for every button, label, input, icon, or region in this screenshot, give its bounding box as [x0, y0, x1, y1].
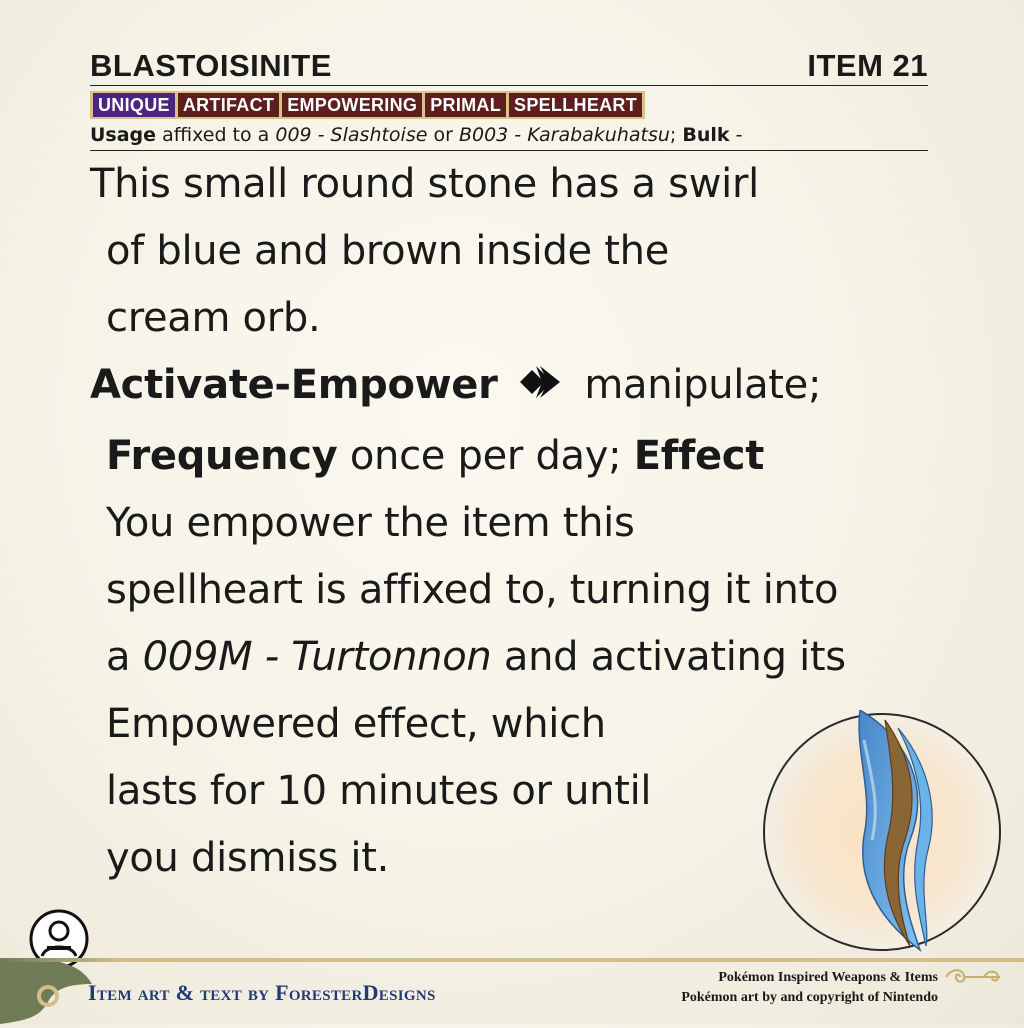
item-level: ITEM 21	[807, 48, 928, 83]
usage-target-2: B003 - Karabakuhatsu	[458, 124, 670, 146]
activation-name: Activate-Empower	[90, 362, 498, 408]
effect-line-5: lasts for 10 minutes or until	[106, 768, 652, 814]
footer-series-title: Pokémon Inspired Weapons & Items	[718, 970, 938, 985]
trait-spellheart: SPELLHEART	[509, 93, 642, 117]
bulk-value: -	[735, 124, 743, 146]
effect-line-3-post: and activating its	[503, 634, 846, 680]
usage-text-2: or	[433, 124, 453, 146]
effect-line-3	[90, 624, 928, 691]
usage-label: Usage	[90, 124, 157, 146]
usage-line	[90, 121, 928, 151]
effect-line-4: Empowered effect, which	[106, 701, 606, 747]
blastoisinite-orb-image	[760, 710, 1004, 954]
activation-trait: manipulate;	[584, 362, 822, 408]
usage-text-3: ;	[669, 124, 677, 146]
footer-copyright: Pokémon art by and copyright of Nintendo	[681, 990, 938, 1005]
description-line-1: This small round stone has a swirl	[90, 161, 759, 207]
footer-divider	[0, 958, 1024, 962]
activation-line	[90, 352, 928, 423]
trait-empowering: EMPOWERING	[282, 93, 422, 117]
frequency-value: once per day;	[349, 433, 622, 479]
item-name: BLASTOISINITE	[90, 48, 332, 83]
one-action-icon	[516, 356, 566, 423]
usage-text-1: affixed to a	[162, 124, 270, 146]
description-line-3: cream orb.	[106, 295, 321, 341]
description-line-2: of blue and brown inside the	[106, 228, 670, 274]
title-row	[90, 48, 928, 86]
usage-target-1: 009 - Slashtoise	[275, 124, 428, 146]
effect-line-2: spellheart is affixed to, turning it into	[106, 567, 839, 613]
effect-label: Effect	[633, 433, 765, 479]
footer-credit: Item art & text by ForesterDesigns	[88, 980, 436, 1005]
frequency-line	[90, 423, 928, 490]
swirl-ornament-icon	[944, 966, 1002, 988]
effect-line-3-pre: a	[106, 634, 131, 680]
effect-item-name: 009M - Turtonnon	[142, 634, 492, 680]
trait-unique: UNIQUE	[93, 93, 175, 117]
bulk-label: Bulk	[682, 124, 730, 146]
effect-line-1: You empower the item this	[106, 500, 635, 546]
trait-primal: PRIMAL	[425, 93, 506, 117]
footer-notice	[681, 968, 938, 1008]
trait-artifact: ARTIFACT	[178, 93, 279, 117]
trait-list	[90, 91, 645, 119]
effect-line-6: you dismiss it.	[106, 835, 390, 881]
frequency-label: Frequency	[106, 433, 338, 479]
